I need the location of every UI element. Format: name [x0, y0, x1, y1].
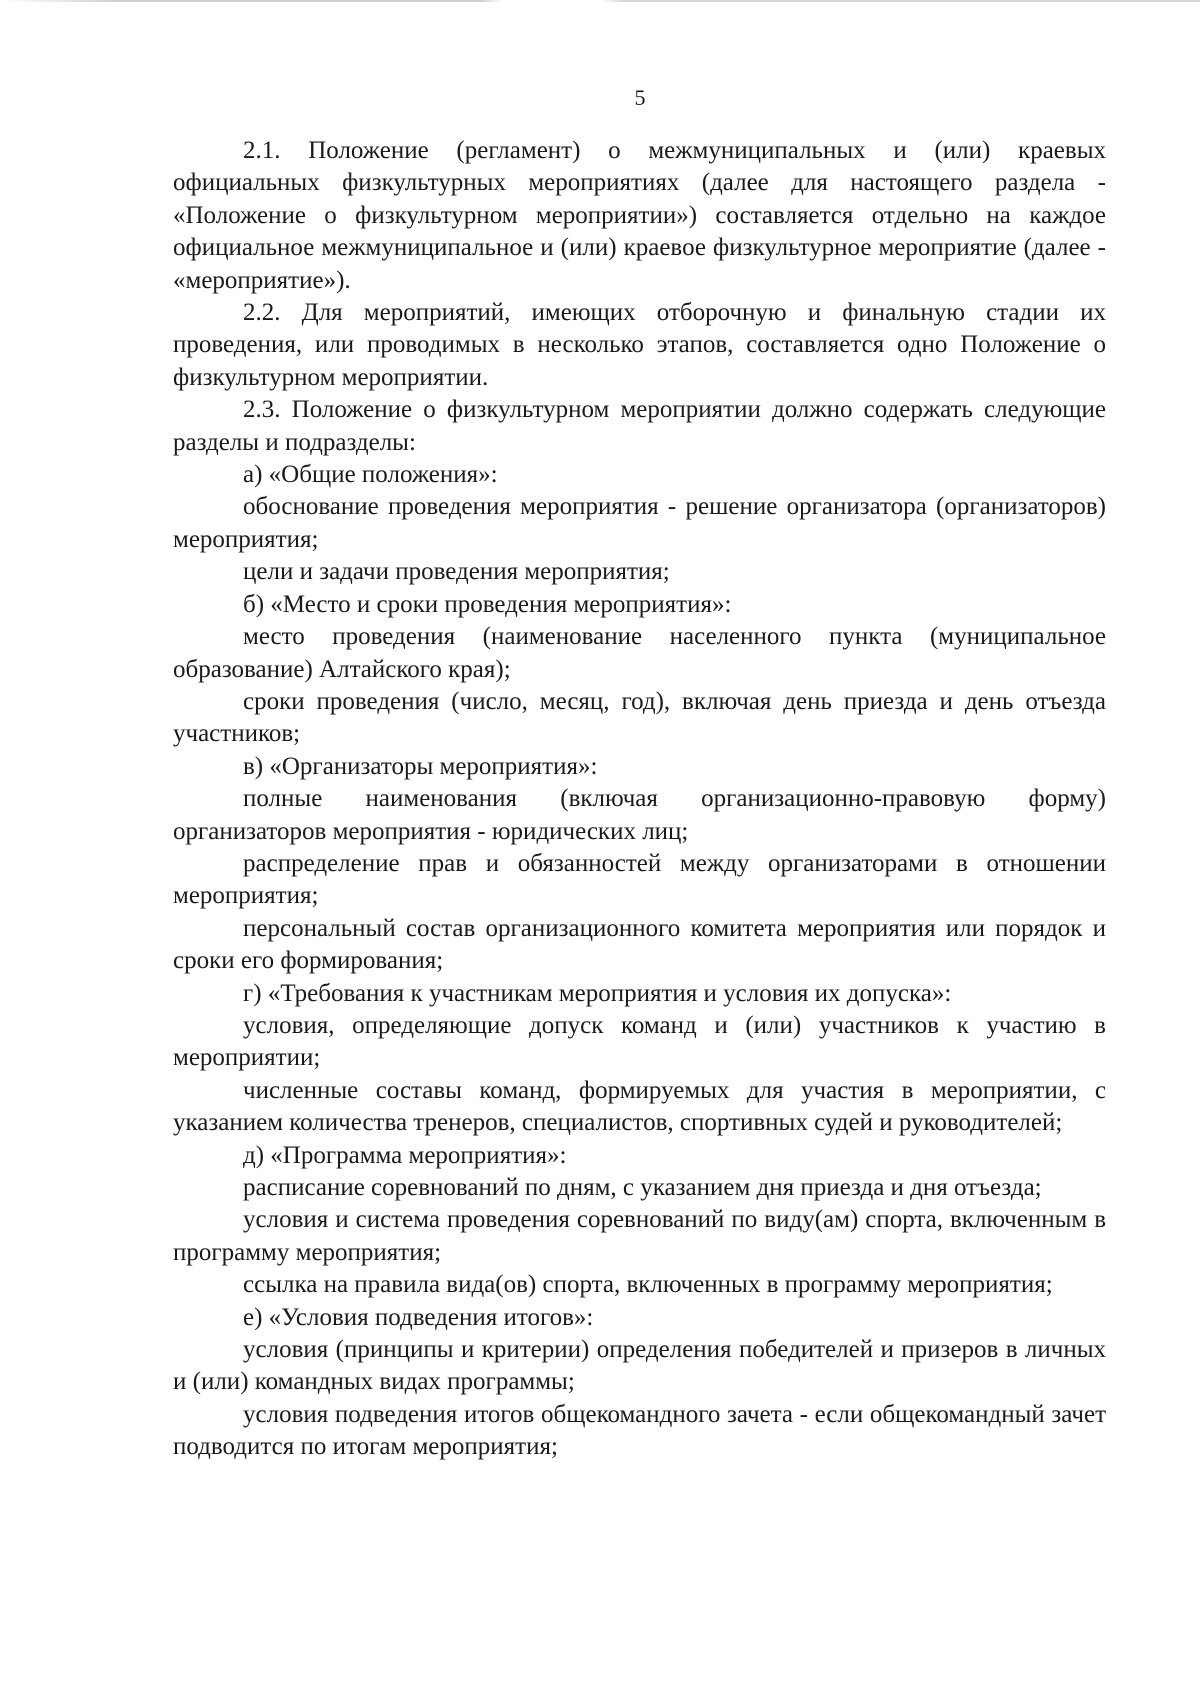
- paragraph: распределение прав и обязанностей между организаторами в отношении мероприятия;: [173, 849, 1106, 910]
- paragraph: цели и задачи проведения мероприятия;: [243, 558, 670, 586]
- paragraph: персональный состав организационного комитета мероприятия или порядок и сроки его формирования;: [173, 914, 1106, 975]
- paragraph: г) «Требования к участникам мероприятия и условия их допуска»:: [243, 979, 952, 1007]
- page-number: 5: [634, 85, 646, 110]
- paragraph: расписание соревнований по дням, с указанием дня приезда и дня отъезда;: [243, 1174, 1042, 1201]
- paragraph: в) «Организаторы мероприятия»:: [243, 752, 598, 780]
- paragraph: полные наименования (включая организационно-правовую форму) организаторов мероприятия - юридических лиц;: [173, 785, 1106, 845]
- paragraph: место проведения (наименование населенного пункта (муниципальное образование) Алтайского края);: [173, 623, 1106, 683]
- scan-edge-line: [0, 0, 1200, 2]
- paragraph: численные составы команд, формируемых для участия в мероприятии, с указанием количества тренеров, специалистов, спортивных судей и руководителей;: [173, 1076, 1106, 1137]
- paragraph: а) «Общие положения»:: [243, 461, 498, 489]
- paragraph: б) «Место и сроки проведения мероприятия»:: [243, 590, 732, 618]
- paragraph: 2.1. Положение (регламент) о межмуниципальных и (или) краевых официальных физкультурных мероприятиях (далее для настоящего раздела - «Положение о физкультурном мероприятии») составляется отдельно на каждое официальное межмуниципальное и (или) краевое физкультурное мероприятие (далее - «мероприятие»).: [173, 137, 1106, 294]
- paragraph: сроки проведения (число, месяц, год), включая день приезда и день отъезда участников;: [173, 687, 1106, 748]
- paragraph: условия и система проведения соревнований по виду(ам) спорта, включенным в программу мероприятия;: [173, 1206, 1106, 1266]
- paragraph: 2.3. Положение о физкультурном мероприятии должно содержать следующие разделы и подразделы:: [173, 396, 1106, 456]
- paragraph: д) «Программа мероприятия»:: [243, 1141, 567, 1169]
- paragraph: условия подведения итогов общекомандного зачета - если общекомандный зачет подводится по итогам мероприятия;: [173, 1400, 1106, 1461]
- paragraph: обоснование проведения мероприятия - решение организатора (организаторов) мероприятия;: [173, 493, 1106, 553]
- paragraph: условия, определяющие допуск команд и (или) участников к участию в мероприятии;: [173, 1011, 1106, 1072]
- paragraph: условия (принципы и критерии) определения победителей и призеров в личных и (или) командных видах программы;: [173, 1336, 1106, 1396]
- document-body: [173, 135, 1106, 1464]
- paragraph: 2.2. Для мероприятий, имеющих отборочную и финальную стадии их проведения, или проводимых в несколько этапов, составляется одно Положение о физкультурном мероприятии.: [173, 299, 1106, 391]
- paragraph: ссылка на правила вида(ов) спорта, включенных в программу мероприятия;: [243, 1271, 1053, 1299]
- paragraph: е) «Условия подведения итогов»:: [243, 1303, 594, 1331]
